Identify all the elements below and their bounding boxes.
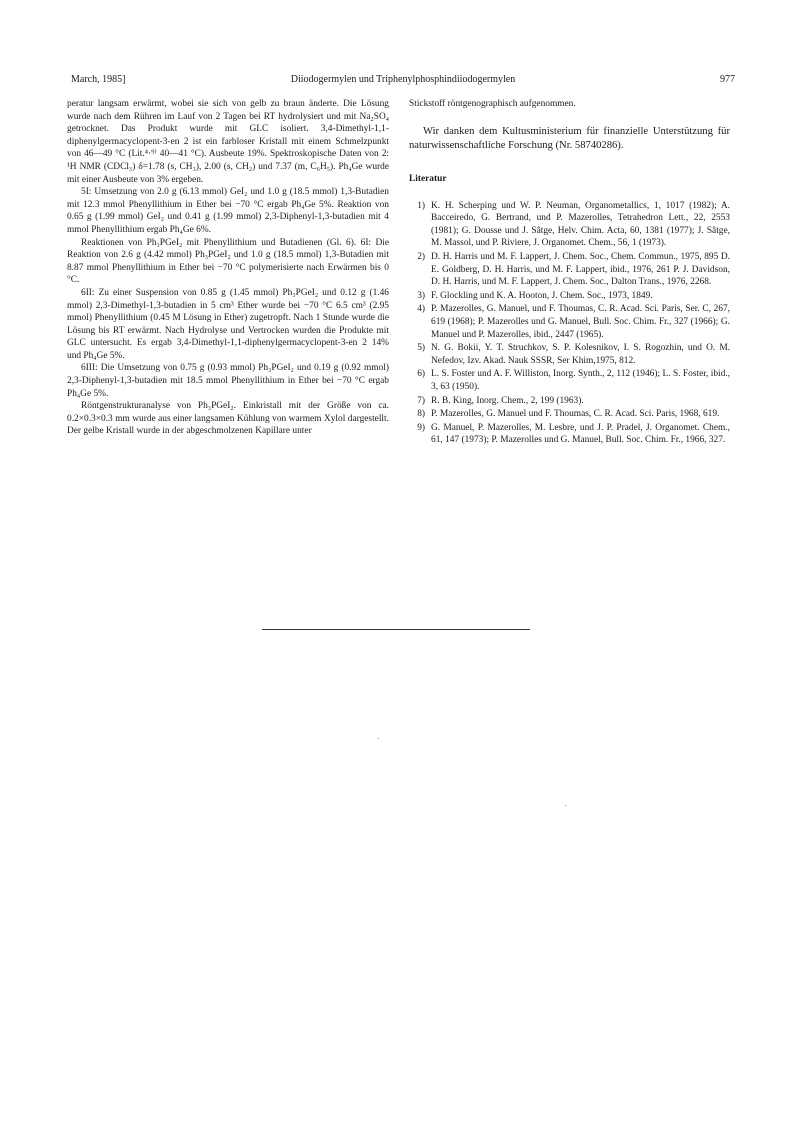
experimental-continuation: peratur langsam erwärmt, wobei sie sich von gelb zu braun änderte. Die Lösung wurde nach dem Rühren im Lauf von 2 Tagen bei RT hydrolysiert und mit Na₂SO₄ getrocknet. Das Produkt wurde mit GLC isoliert. 3,4-Dimethyl-1,1-diphenylgermacyclopent-3-en 2 ist ein farbloser Kristall mit einem Schmelzpunkt von 46—49 °C (Lit.⁴·⁹⁾ 40—41 °C). Ausbeute 19%. Spektroskopische Daten von 2: ¹H NMR (CDCl₃) δ=1.78 (s, CH₃), 2.00 (s, CH₂) und 7.37 (m, C₆H₅). Ph₄Ge wurde mit einer Ausbeute von 3% ergeben.	[67, 99, 389, 185]
reference-number: 7)	[417, 395, 425, 406]
reference-text: D. H. Harris und M. F. Lappert, J. Chem. Soc., Chem. Commun., 1975, 895 D. E. Goldberg, D. H. Harris, und M. F. Lappert, ibid., 1976, 261 P. J. Davidson, D. H. Harris, und M. F. Lappert, J. Chem. Soc., Dalton Trans., 1976, 2268.	[431, 251, 730, 288]
reference-number: 4)	[417, 304, 425, 315]
xray-analysis-paragraph: Röntgenstrukturanalyse von Ph₃PGeI₂. Einkristall mit der Größe von ca. 0.2×0.3×0.3 mm wurde aus einer langsamen Kühlung von warmem Xylol dargestellt. Der gelbe Kristall wurde in der abgeschmolzenen Kapillare unter	[67, 401, 389, 437]
experiment-6III: 6III: Die Umsetzung von 0.75 g (0.93 mmol) Ph₃PGeI₂ und 0.19 g (0.92 mmol) 2,3-Diphenyl-1,3-butadien mit 18.5 mmol Phenyllithium in Ether bei −70 °C ergab Ph₄Ge 5%.	[67, 363, 389, 399]
references-heading: Literatur	[409, 174, 447, 184]
reference-text: R. B. King, Inorg. Chem., 2, 199 (1963).	[431, 395, 584, 406]
reference-number: 1)	[417, 200, 425, 211]
experiment-5I: 5I: Umsetzung von 2.0 g (6.13 mmol) GeI₂ und 1.0 g (18.5 mmol) 1,3-Butadien mit 12.3 mmol Phenyllithium in Ether bei −70 °C ergab Ph₄Ge 5%. Reaktion von 0.65 g (1.99 mmol) GeI₂ und 0.41 g (1.99 mmol) 2,3-Diphenyl-1,3-butadien mit 4 mmol Phenyllithium ergab Ph₄Ge 6%.	[67, 187, 389, 235]
reference-text: G. Manuel, P. Mazerolles, M. Lesbre, und J. P. Pradel, J. Organomet. Chem., 61, 147 (1973); P. Mazerolles und G. Manuel, Bull. Soc. Chim. Fr., 1966, 327.	[431, 422, 730, 446]
reference-item	[409, 395, 730, 408]
reference-item	[409, 200, 730, 250]
reference-item	[409, 303, 730, 341]
acknowledgement: Wir danken dem Kultusministerium für finanzielle Unterstützung für naturwissenschaftliche Forschung (Nr. 58740286).	[409, 125, 730, 151]
reference-item	[409, 342, 730, 367]
scan-speck	[378, 738, 379, 739]
reference-number: 5)	[417, 343, 425, 354]
reference-item	[409, 408, 730, 421]
reference-number: 9)	[417, 422, 425, 433]
journal-date: March, 1985]	[71, 74, 126, 85]
right-column	[409, 98, 730, 448]
running-head	[71, 73, 735, 87]
reference-text: F. Glockling und K. A. Hooton, J. Chem. Soc., 1973, 1849.	[431, 290, 653, 301]
reference-item	[409, 368, 730, 393]
xray-continuation: Stickstoff röntgenographisch aufgenommen.	[409, 99, 576, 109]
reference-number: 2)	[417, 251, 425, 262]
experiment-6I: Reaktionen von Ph₃PGeI₂ mit Phenyllithium und Butadienen (Gl. 6). 6I: Die Reaktion von 2.6 g (4.42 mmol) Ph₃PGeI₂ und 1.0 g (18.5 mmol) 1,3-Butadien mit 8.87 mmol Phenyllithium in Ether bei −70 °C polymerisierte nach Erwärmen bis 0 °C.	[67, 237, 389, 286]
reference-text: L. S. Foster und A. F. Williston, Inorg. Synth., 2, 112 (1946); L. S. Foster, ibid., 3, 63 (1950).	[431, 369, 730, 392]
left-column	[67, 98, 389, 438]
reference-item	[409, 251, 730, 289]
page-number: 977	[720, 74, 735, 85]
experiment-6II: 6II: Zu einer Suspension von 0.85 g (1.45 mmol) Ph₃PGeI₂ und 0.12 g (1.46 mmol) 2,3-Dimethyl-1,3-butadien in 5 cm³ Ether wurde bei −70 °C 6.5 cm³ (2.95 mmol) Phenyllithium (0.45 M Lösung in Ether) zugetropft. Nach 1 Stunde wurde die Lösung bis RT erwärmt. Nach Hydrolyse und Vertrocken wurden die Produkte mit GLC untersucht. Es ergab 3,4-Dimethyl-1,1-diphenylgermacyclopent-3-en 2 14% und Ph₄Ge 5%.	[67, 287, 389, 361]
running-title: Diiodogermylen und Triphenylphosphindiiodogermylen	[290, 74, 516, 85]
reference-text: K. H. Scherping und W. P. Neuman, Organometallics, 1, 1017 (1982); A. Bacceiredo, G. Bertrand, und P. Mazerolles, Tetrahedron Lett., 22, 2553 (1981); G. Dousse und J. Sâtge, Helv. Chim. Acta, 60, 1381 (1977); J. Sâtge, M. Massol, und P. Riviere, J. Organomet. Chem., 56, 1 (1973).	[431, 200, 730, 249]
reference-number: 6)	[417, 369, 425, 380]
reference-number: 3)	[417, 290, 425, 301]
reference-text: P. Mazerolles, G. Manuel und F. Thoumas, C. R. Acad. Sci. Paris, 1968, 619.	[431, 409, 720, 420]
reference-item	[409, 422, 730, 447]
scan-speck	[565, 805, 566, 806]
reference-text: P. Mazerolles, G. Manuel, und F. Thoumas, C. R. Acad. Sci. Paris, Ser. C, 267, 619 (1968); P. Mazerolles und G. Manuel, Bull. Soc. Chim. Fr., 327 (1966); G. Manuel und P. Mazerolles, ibid., 2447 (1965).	[431, 304, 730, 340]
end-of-article-rule	[262, 629, 530, 630]
reference-item	[409, 290, 730, 303]
reference-text: N. G. Bokii, Y. T. Struchkov, S. P. Kolesnikov, I. S. Rogozhin, und O. M. Nefedov, Izv. Akad. Nauk SSSR, Ser Khim,1975, 812.	[431, 343, 730, 366]
reference-list	[409, 200, 730, 447]
reference-number: 8)	[417, 409, 425, 420]
